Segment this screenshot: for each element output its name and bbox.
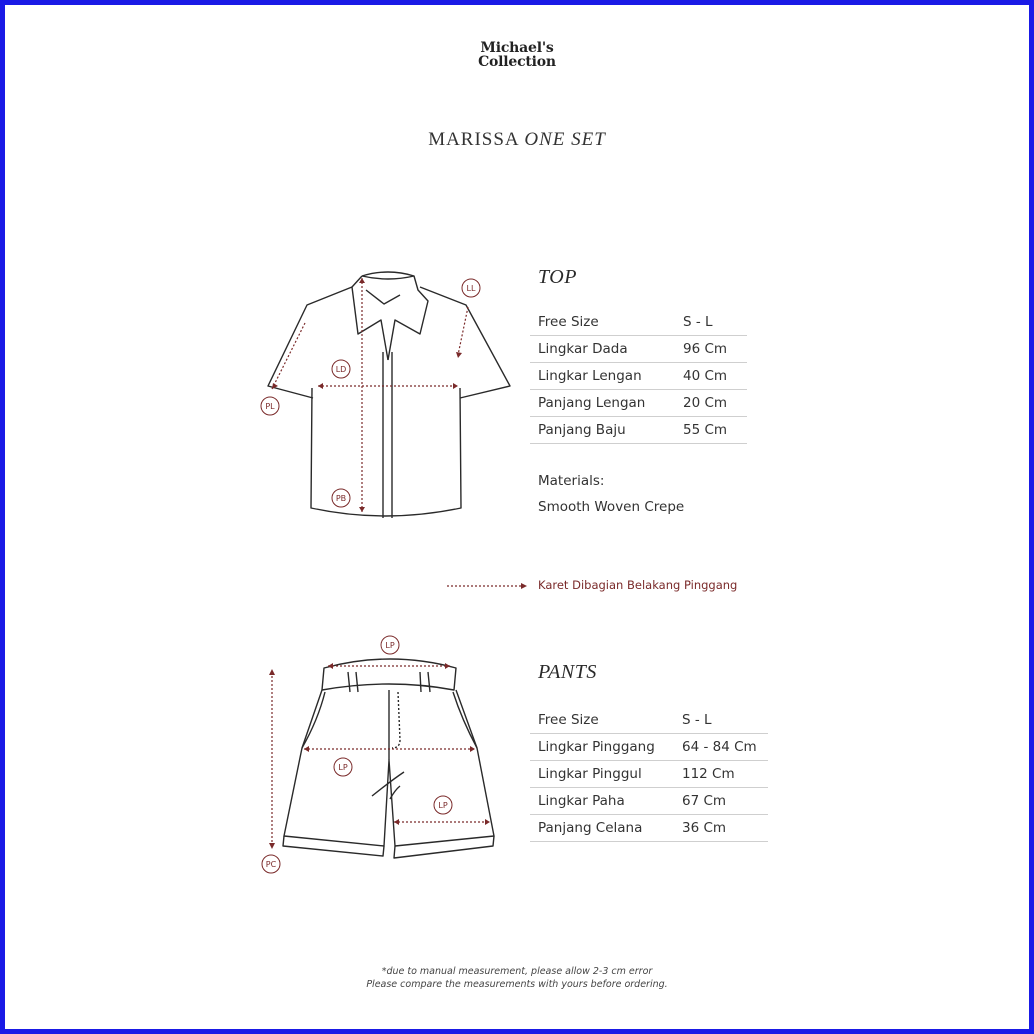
row-label: Lingkar Pinggul: [530, 761, 674, 788]
brand-line-2: Collection: [478, 54, 556, 70]
row-value: 112 Cm: [674, 761, 768, 788]
row-label: Lingkar Lengan: [530, 363, 675, 390]
row-value: 64 - 84 Cm: [674, 734, 768, 761]
marker-ld: LD: [335, 365, 347, 374]
brand-line-1: Michael's: [480, 40, 554, 56]
materials-value: Smooth Woven Crepe: [538, 499, 685, 515]
elastic-note-arrow: [445, 580, 530, 592]
row-value: S - L: [674, 707, 768, 734]
table-row: [530, 734, 768, 761]
table-row: [530, 363, 747, 390]
row-value: 36 Cm: [674, 815, 768, 842]
row-label: Lingkar Paha: [530, 788, 674, 815]
marker-lp-waist: LP: [385, 641, 395, 650]
pants-heading: PANTS: [538, 661, 597, 683]
row-label: Panjang Baju: [530, 417, 675, 444]
marker-pc: PC: [265, 860, 277, 869]
materials-label: Materials:: [538, 473, 605, 489]
table-row: [530, 417, 747, 444]
footnote-line-1: *due to manual measurement, please allow 2-3 cm error: [381, 966, 653, 977]
row-value: 67 Cm: [674, 788, 768, 815]
pants-diagram: [255, 633, 505, 875]
marker-lp-hip: LP: [338, 763, 348, 772]
product-title: [0, 129, 1034, 151]
pants-size-table: [530, 707, 768, 842]
row-label: Panjang Celana: [530, 815, 674, 842]
product-set: ONE SET: [524, 129, 606, 150]
row-label: Free Size: [530, 707, 674, 734]
shirt-diagram: [255, 268, 525, 528]
table-row: [530, 761, 768, 788]
table-row: [530, 707, 768, 734]
elastic-note: Karet Dibagian Belakang Pinggang: [538, 578, 738, 592]
top-size-table: [530, 309, 747, 444]
row-value: 40 Cm: [675, 363, 747, 390]
marker-pb: PB: [335, 494, 347, 503]
row-value: 55 Cm: [675, 417, 747, 444]
row-value: 96 Cm: [675, 336, 747, 363]
row-label: Panjang Lengan: [530, 390, 675, 417]
row-value: S - L: [675, 309, 747, 336]
table-row: [530, 309, 747, 336]
row-label: Free Size: [530, 309, 675, 336]
table-row: [530, 788, 768, 815]
table-row: [530, 336, 747, 363]
row-label: Lingkar Pinggang: [530, 734, 674, 761]
marker-lp-thigh: LP: [438, 801, 448, 810]
product-name: MARISSA: [428, 129, 519, 150]
marker-pl: PL: [265, 402, 275, 411]
row-label: Lingkar Dada: [530, 336, 675, 363]
footnote-line-2: Please compare the measurements with yours before ordering.: [366, 979, 668, 990]
brand-logo: [0, 41, 1034, 69]
table-row: [530, 815, 768, 842]
marker-ll: LL: [466, 284, 476, 293]
row-value: 20 Cm: [675, 390, 747, 417]
top-heading: TOP: [538, 266, 577, 288]
table-row: [530, 390, 747, 417]
